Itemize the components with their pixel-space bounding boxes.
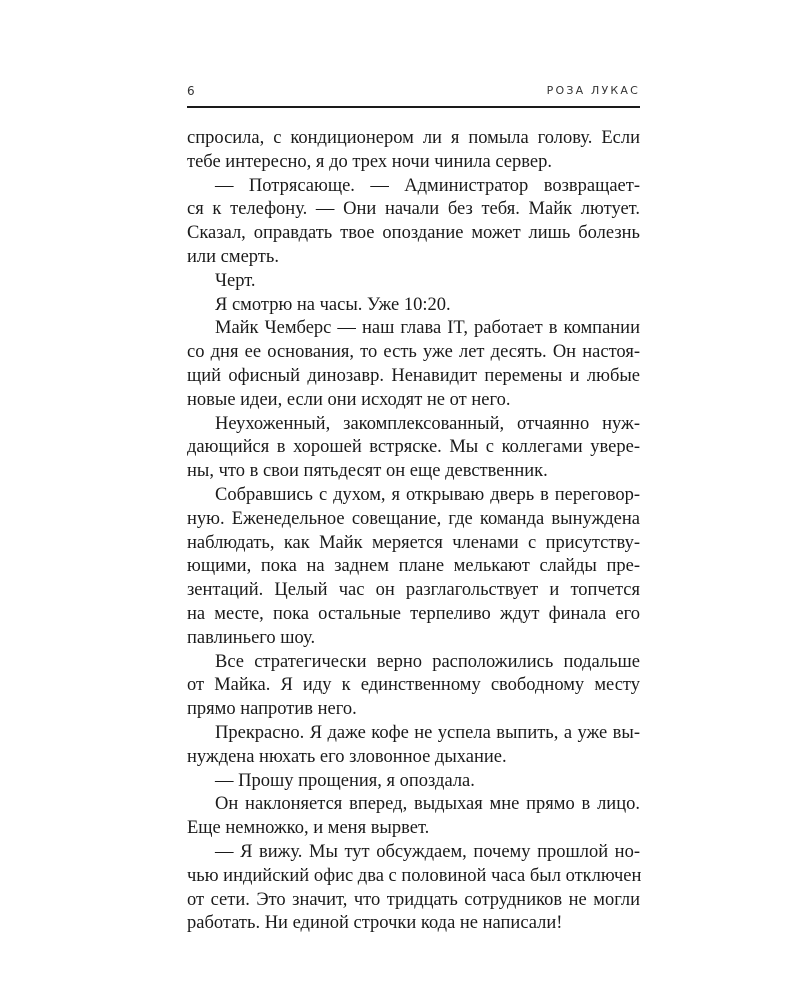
text-line: работать. Ни единой строчки кода не написали! [187, 913, 563, 934]
text-line: со дня ее основания, то есть уже лет десять. Он настоя- [187, 342, 640, 363]
text-line: Собравшись с духом, я открываю дверь в переговор- [215, 484, 640, 505]
text-line: — Потрясающе. — Администратор возвращает- [215, 175, 640, 196]
text-line: дающийся в хорошей встряске. Мы с коллегами увере- [187, 437, 640, 458]
text-line: Он наклоняется вперед, выдыхая мне прямо в лицо. [215, 794, 640, 815]
text-line: Неухоженный, закомплексованный, отчаянно нуж- [215, 413, 640, 434]
text-line: Прекрасно. Я даже кофе не успела выпить, а уже вы- [215, 722, 640, 743]
text-line: на месте, пока остальные терпеливо ждут финала его [187, 603, 640, 624]
text-line: нуждена нюхать его зловонное дыхание. [187, 746, 507, 767]
text-line: тебе интересно, я до трех ночи чинила сервер. [187, 151, 552, 172]
text-line: спросила, с кондиционером ли я помыла голову. Если [187, 128, 640, 148]
text-line: прямо напротив него. [187, 699, 357, 720]
text-line: — Прошу прощения, я опоздала. [215, 770, 475, 791]
text-line: ны, что в свои пятьдесят он еще девственник. [187, 461, 548, 482]
text-line: наблюдать, как Майк меряется членами с присутству- [187, 532, 640, 553]
text-line: Еще немножко, и меня вырвет. [187, 818, 430, 839]
text-line: Я смотрю на часы. Уже 10:20. [215, 294, 451, 315]
text-line: чью индийский офис два с половиной часа был отключен [187, 865, 642, 886]
text-line: Все стратегически верно расположились подальше [215, 651, 640, 672]
text-line: Майк Чемберс — наш глава IT, работает в компании [215, 318, 640, 339]
text-line: зентаций. Целый час он разглагольствует и топчется [187, 580, 640, 601]
text-line: щий офисный динозавр. Ненавидит перемены и любые [187, 365, 640, 386]
text-line: — Я вижу. Мы тут обсуждаем, почему прошлой но- [215, 841, 640, 862]
text-line: от Майка. Я иду к единственному свободному месту [187, 675, 640, 696]
page-number: 6 [187, 84, 196, 98]
text-line: павлиньего шоу. [187, 627, 316, 648]
text-line: от сети. Это значит, что тридцать сотрудников не могли [187, 889, 640, 910]
text-line: ющими, пока на заднем плане мелькают слайды пре- [187, 556, 640, 577]
header-rule [187, 106, 640, 108]
text-line: Сказал, оправдать твое опоздание может лишь болезнь [187, 223, 640, 244]
text-line: Черт. [215, 270, 256, 291]
text-line: новые идеи, если они исходят не от него. [187, 389, 511, 410]
text-line: или смерть. [187, 246, 279, 267]
body-text [187, 127, 640, 936]
text-line: ся к телефону. — Они начали без тебя. Майк лютует. [187, 199, 640, 220]
running-head-author: РОЗА ЛУКАС [546, 84, 640, 97]
running-head [187, 84, 640, 104]
text-line: ную. Еженедельное совещание, где команда вынуждена [187, 508, 640, 529]
